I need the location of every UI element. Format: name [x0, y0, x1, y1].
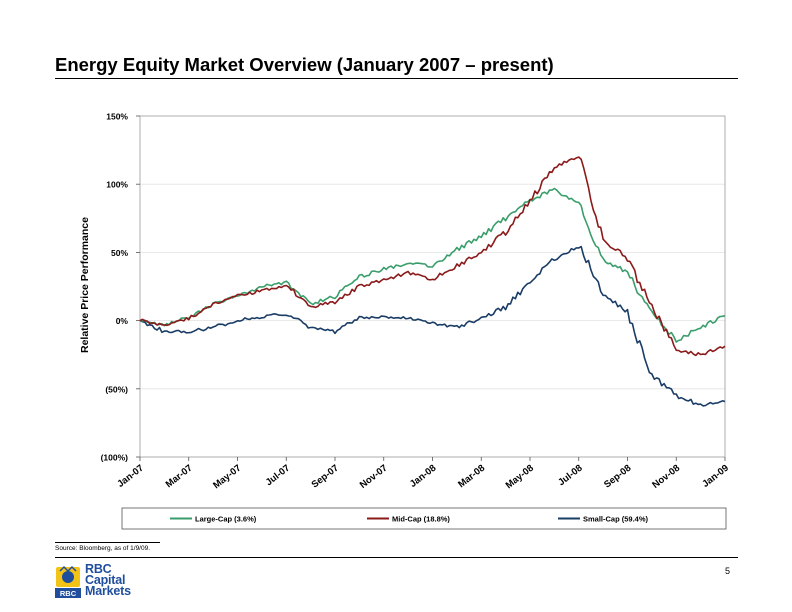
grid-lines	[140, 184, 725, 389]
x-tick-label: Jul-08	[556, 462, 585, 489]
legend-label: Small-Cap (59.4%)	[583, 514, 649, 524]
source-note: Source: Bloomberg, as of 1/9/09.	[55, 545, 151, 552]
logo-line: Capital	[85, 573, 126, 587]
x-tick-label: May-07	[211, 462, 244, 492]
y-tick-label: 100%	[106, 179, 128, 190]
legend-label: Large-Cap (3.6%)	[195, 514, 257, 524]
x-tick-label: Jul-07	[263, 462, 293, 489]
y-axis-ticks	[101, 112, 140, 463]
x-axis-ticks	[115, 457, 730, 491]
footer-divider	[55, 557, 738, 558]
series-lines	[140, 157, 725, 406]
logo-line: RBC	[85, 562, 112, 576]
series-line	[140, 189, 725, 343]
x-tick-label: Sep-07	[309, 462, 341, 491]
x-tick-label: Sep-08	[602, 462, 634, 491]
y-axis-label: Relative Price Performance	[79, 217, 91, 353]
x-tick-label: Jan-09	[700, 462, 731, 490]
x-tick-label: Jan-07	[115, 462, 146, 490]
y-tick-label: 50%	[110, 247, 128, 258]
legend	[170, 515, 649, 524]
series-line	[140, 247, 725, 406]
rbc-shield-icon	[55, 565, 81, 599]
y-tick-label: 150%	[106, 111, 128, 122]
x-tick-label: Mar-07	[163, 462, 195, 491]
y-tick-label: (50%)	[105, 384, 128, 395]
x-tick-label: Nov-07	[357, 462, 390, 491]
x-tick-label: May-08	[503, 462, 536, 492]
page-number: 5	[725, 566, 731, 576]
x-tick-label: Nov-08	[650, 462, 683, 491]
logo-mark-text: RBC	[59, 589, 77, 598]
x-tick-label: Mar-08	[456, 462, 488, 491]
rbc-logo	[55, 562, 175, 602]
series-line	[140, 157, 725, 355]
logo-wordmark	[85, 564, 131, 597]
source-divider	[55, 542, 160, 543]
x-tick-label: Jan-08	[407, 462, 439, 490]
page-title: Energy Equity Market Overview (January 2007 – present)	[55, 54, 554, 75]
legend-label: Mid-Cap (18.8%)	[392, 514, 450, 524]
y-tick-label: 0%	[115, 316, 128, 327]
logo-line: Markets	[85, 584, 131, 598]
y-tick-label: (100%)	[100, 452, 128, 463]
plot-frame	[140, 116, 725, 457]
